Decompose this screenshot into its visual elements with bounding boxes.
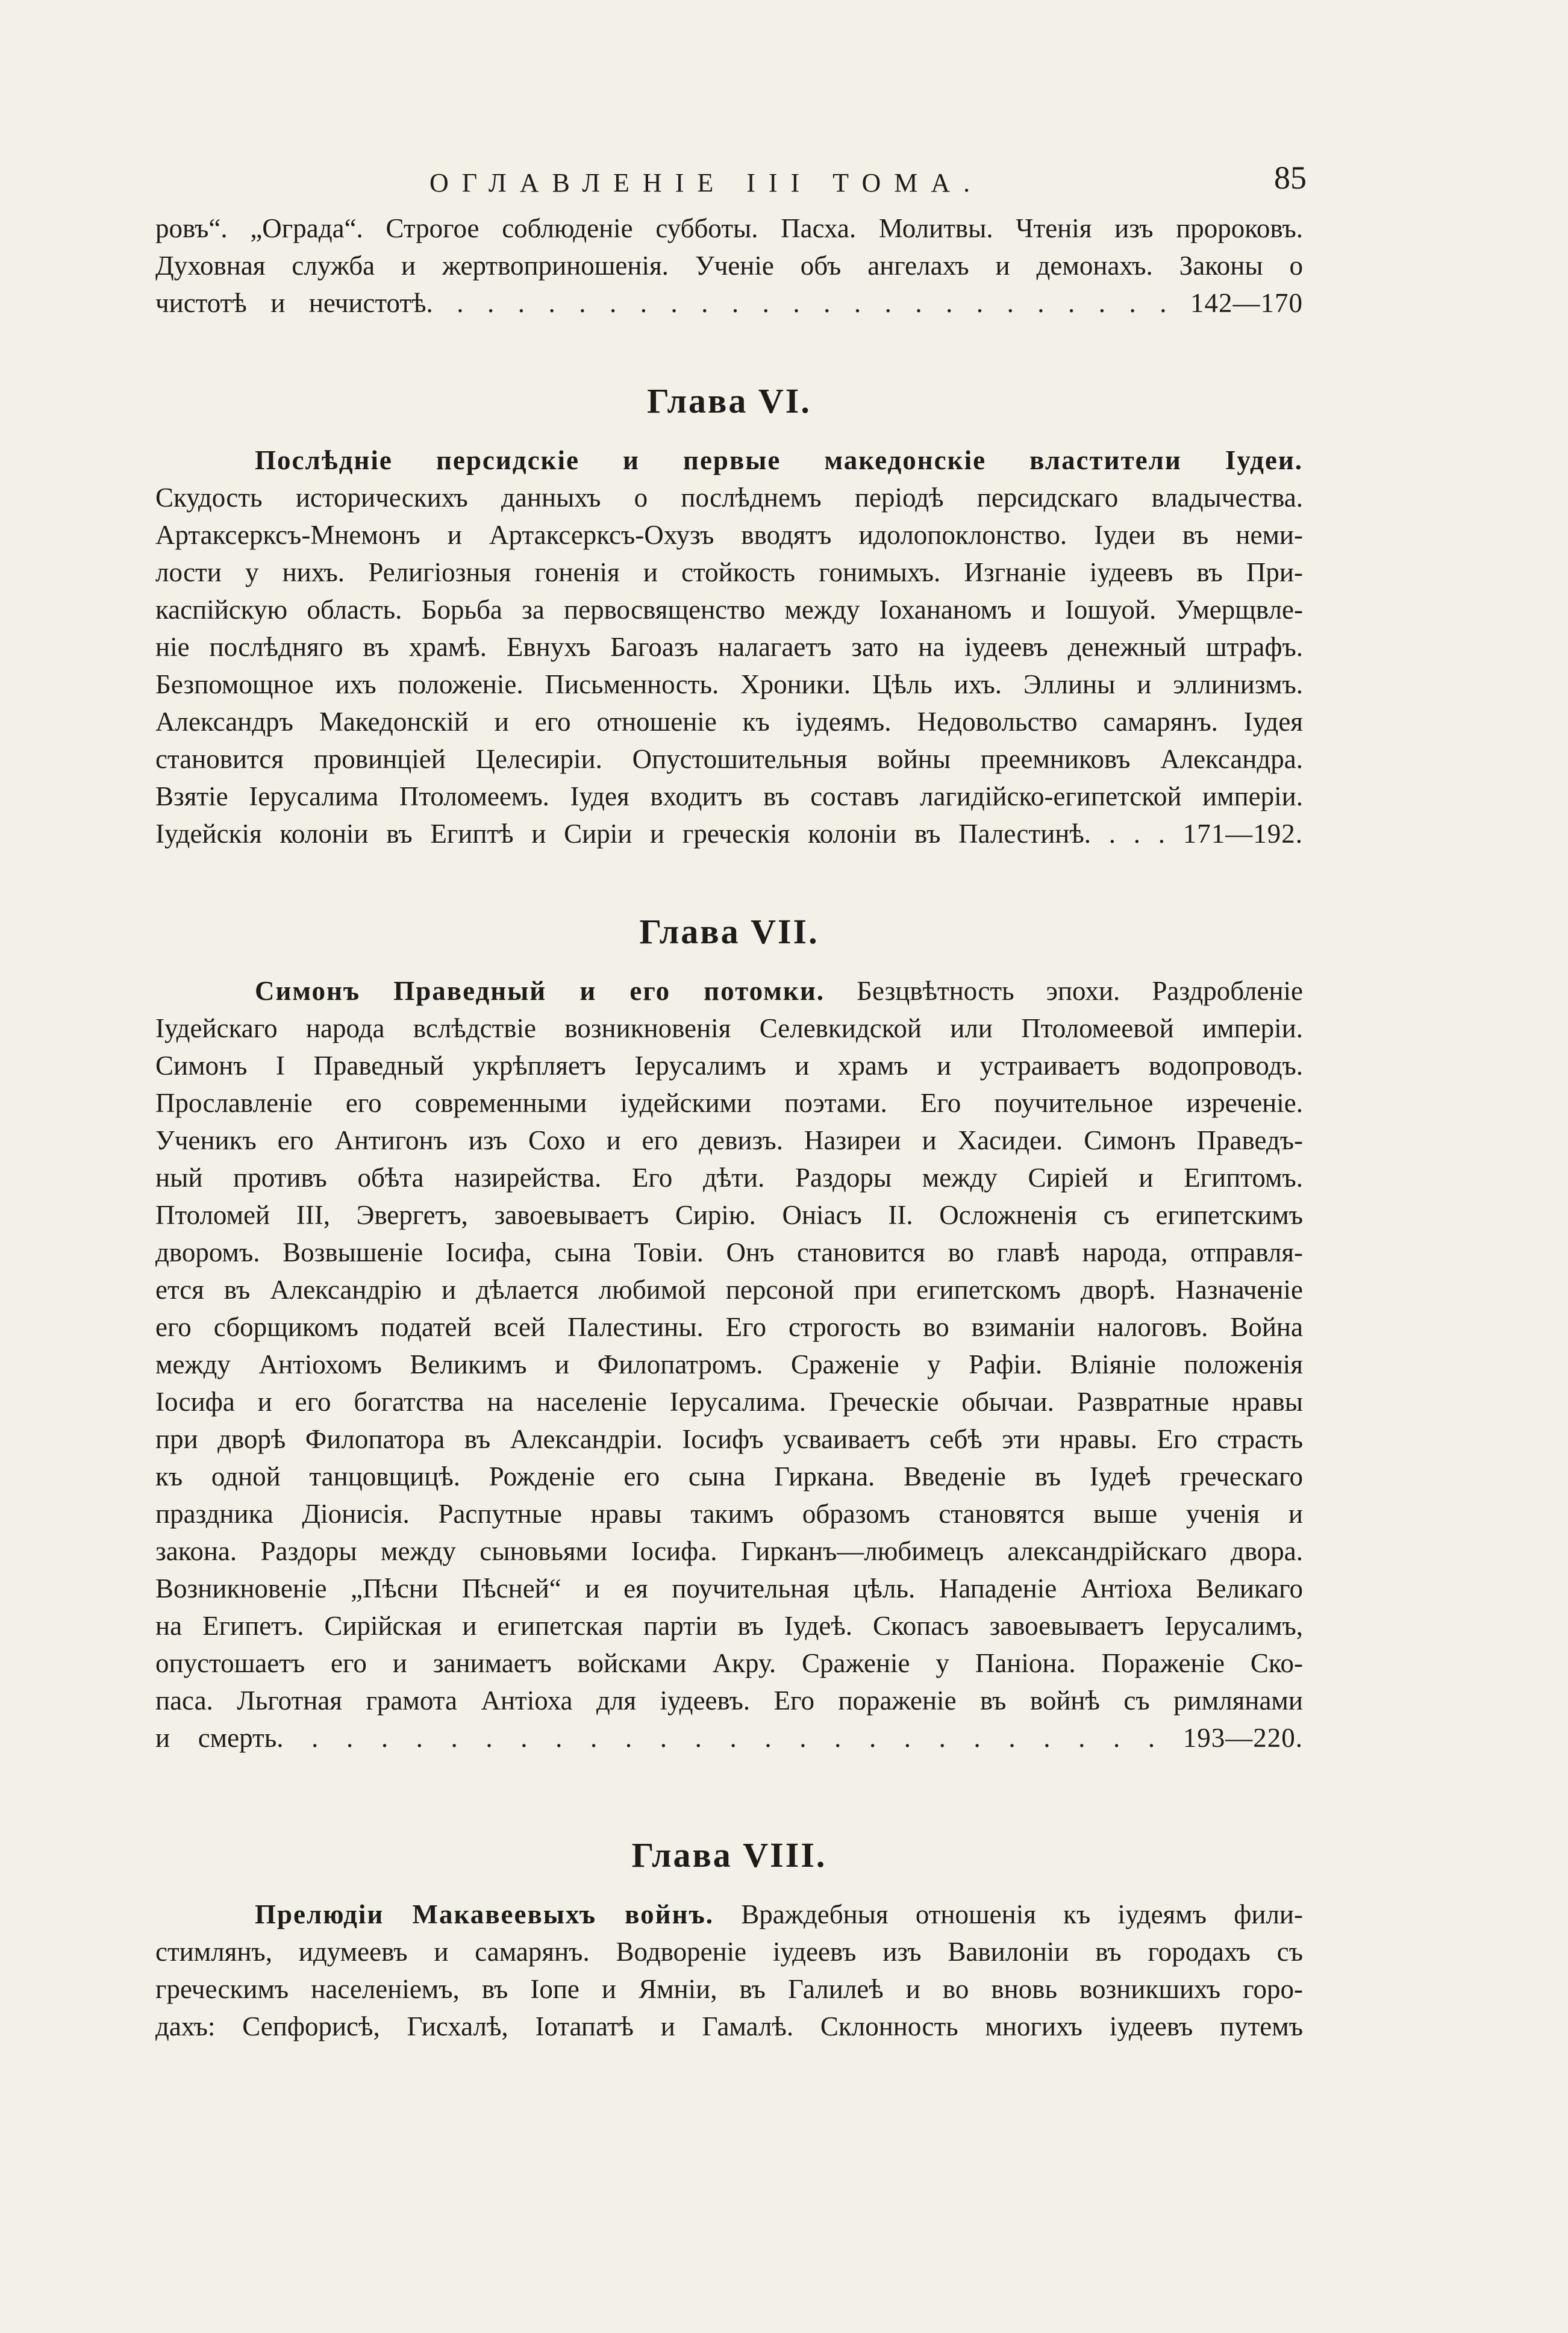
prev-chapter-contents bbox=[155, 210, 1303, 322]
chapter7-contents bbox=[155, 972, 1303, 1757]
text-line: Возникновеніе „Пѣсни Пѣсней“ и ея поучительная цѣль. Нападеніе Антіоха Великаго bbox=[155, 1573, 1303, 1604]
text-line: ный противъ обѣта назирейства. Его дѣти. Раздоры между Сиріей и Египтомъ. bbox=[155, 1163, 1303, 1193]
page-range: 193—220. bbox=[1182, 1723, 1303, 1753]
text-fragment: Враждебныя отношенія къ іудеямъ фили- bbox=[741, 1899, 1303, 1929]
text-line-with-pages bbox=[155, 815, 1303, 852]
running-head bbox=[155, 151, 1307, 205]
text-line: Симонъ I Праведный укрѣпляетъ Іерусалимъ и храмъ и устраиваетъ водопроводъ. bbox=[155, 1051, 1303, 1081]
text-line: ровъ“. „Ограда“. Строгое соблюденіе субботы. Пасха. Молитвы. Чтенія изъ пророковъ. bbox=[155, 213, 1303, 243]
text-line-with-pages bbox=[155, 284, 1303, 322]
book-page bbox=[155, 151, 1307, 2045]
text-fragment: Безцвѣтность эпохи. Раздробленіе bbox=[857, 976, 1303, 1006]
chapter6-contents bbox=[155, 442, 1303, 852]
text-line: Скудость историческихъ данныхъ о послѣднемъ періодѣ персидскаго владычества. bbox=[155, 483, 1303, 513]
text-line: на Египетъ. Сирійская и египетская партіи въ Іудеѣ. Скопасъ завоевываетъ Іерусалимъ, bbox=[155, 1611, 1303, 1641]
page-range: 142—170 bbox=[1190, 288, 1304, 318]
text-line: каспійскую область. Борьба за первосвященство между Іохананомъ и Іошуой. Умерщвле- bbox=[155, 595, 1303, 625]
text-line: закона. Раздоры между сыновьями Іосифа. Гирканъ—любимецъ александрійскаго двора. bbox=[155, 1536, 1303, 1566]
text-line: становится провинціей Целесиріи. Опустошительныя войны преемниковъ Александра. bbox=[155, 744, 1303, 774]
text-line: и смерть. . . . . . . . . . . . . . . . . . . . . . . . . . bbox=[155, 1723, 1155, 1753]
chapter-heading: Глава VIII. bbox=[631, 1835, 827, 1875]
text-line: его сборщикомъ податей всей Палестины. Его строгость во взиманіи налоговъ. Война bbox=[155, 1312, 1303, 1342]
text-line: дахъ: Сепфорисѣ, Гисхалѣ, Іотапатѣ и Гамалѣ. Склонность многихъ іудеевъ путемъ bbox=[155, 2011, 1303, 2041]
running-title: ОГЛАВЛЕНIЕ III ТОМА. bbox=[429, 168, 984, 198]
text-line: стимлянъ, идумеевъ и самарянъ. Водвореніе іудеевъ изъ Вавилоніи въ городахъ съ bbox=[155, 1937, 1303, 1967]
text-line: при дворѣ Филопатора въ Александріи. Іосифъ усваиваетъ себѣ эти нравы. Его страсть bbox=[155, 1424, 1303, 1454]
chapter-lead: Симонъ Праведный и его потомки. bbox=[255, 976, 825, 1006]
text-line: къ одной танцовщицѣ. Рожденіе его сына Гиркана. Введеніе въ Іудеѣ греческаго bbox=[155, 1461, 1303, 1491]
text-line: чистотѣ и нечистотѣ. . . . . . . . . . . . . . . . . . . . . . . . . bbox=[155, 288, 1167, 318]
text-line: ется въ Александрію и дѣлается любимой персоной при египетскомъ дворѣ. Назначеніе bbox=[155, 1275, 1303, 1305]
chapter-heading: Глава VII. bbox=[639, 912, 819, 951]
text-line: Птоломей III, Эвергетъ, завоевываетъ Сирію. Оніасъ II. Осложненія съ египетскимъ bbox=[155, 1200, 1303, 1230]
chapter-lead: Прелюдіи Макавеевыхъ войнъ. bbox=[255, 1899, 714, 1929]
text-line-with-pages bbox=[155, 1719, 1303, 1757]
text-line: Прославленіе его современными іудейскими поэтами. Его поучительное изреченіе. bbox=[155, 1088, 1303, 1118]
text-line: лости у нихъ. Религіозныя гоненія и стойкость гонимыхъ. Изгнаніе іудеевъ въ При- bbox=[155, 557, 1303, 587]
text-line: Іудейскаго народа вслѣдствіе возникновенія Селевкидской или Птоломеевой имперіи. bbox=[155, 1013, 1303, 1043]
text-line: Духовная служба и жертвоприношенія. Ученіе объ ангелахъ и демонахъ. Законы о bbox=[155, 251, 1303, 281]
chapter-lead-line bbox=[155, 972, 1303, 1010]
text-line: праздника Діонисія. Распутные нравы такимъ образомъ становятся выше ученія и bbox=[155, 1499, 1303, 1529]
text-line: греческимъ населеніемъ, въ Іопе и Ямніи, въ Галилеѣ и во вновь возникшихъ горо- bbox=[155, 1974, 1303, 2004]
chapter-lead-line bbox=[155, 442, 1303, 479]
text-line: опустошаетъ его и занимаетъ войсками Акру. Сраженіе у Паніона. Пораженіе Ско- bbox=[155, 1648, 1303, 1678]
chapter-lead: Послѣдніе персидскіе и первые македонскіе властители Іудеи. bbox=[255, 445, 1303, 475]
text-line: Александръ Македонскій и его отношеніе къ іудеямъ. Недовольство самарянъ. Іудея bbox=[155, 707, 1303, 737]
text-line: между Антіохомъ Великимъ и Филопатромъ. Сраженіе у Рафіи. Вліяніе положенія bbox=[155, 1349, 1303, 1379]
text-line: Артаксерксъ-Мнемонъ и Артаксерксъ-Охузъ вводятъ идолопоклонство. Іудеи въ неми- bbox=[155, 520, 1303, 550]
text-line: Безпомощное ихъ положеніе. Письменность. Хроники. Цѣль ихъ. Эллины и эллинизмъ. bbox=[155, 669, 1303, 699]
chapter8-contents bbox=[155, 1896, 1303, 2045]
text-line: паса. Льготная грамота Антіоха для іудеевъ. Его пораженіе въ войнѣ съ римлянами bbox=[155, 1685, 1303, 1716]
text-line: Ученикъ его Антигонъ изъ Сохо и его девизъ. Назиреи и Хасидеи. Симонъ Праведъ- bbox=[155, 1125, 1303, 1155]
text-line: ніе послѣдняго въ храмѣ. Евнухъ Багоазъ налагаетъ зато на іудеевъ денежный штрафъ. bbox=[155, 632, 1303, 662]
text-line: Іосифа и его богатства на населеніе Іерусалима. Греческіе обычаи. Развратные нравы bbox=[155, 1387, 1303, 1417]
page-number: 85 bbox=[1274, 160, 1307, 196]
chapter-lead-line bbox=[155, 1896, 1303, 1933]
text-line: Взятіе Іерусалима Птоломеемъ. Іудея входитъ въ составъ лагидійско-египетской имперіи. bbox=[155, 781, 1303, 811]
page-range: 171—192. bbox=[1182, 819, 1304, 849]
text-line: дворомъ. Возвышеніе Іосифа, сына Товіи. Онъ становится во главѣ народа, отправля- bbox=[155, 1237, 1303, 1267]
text-line: Іудейскія колоніи въ Египтѣ и Сиріи и греческія колоніи въ Палестинѣ. . . . bbox=[155, 819, 1166, 849]
chapter-heading: Глава VI. bbox=[647, 381, 811, 420]
